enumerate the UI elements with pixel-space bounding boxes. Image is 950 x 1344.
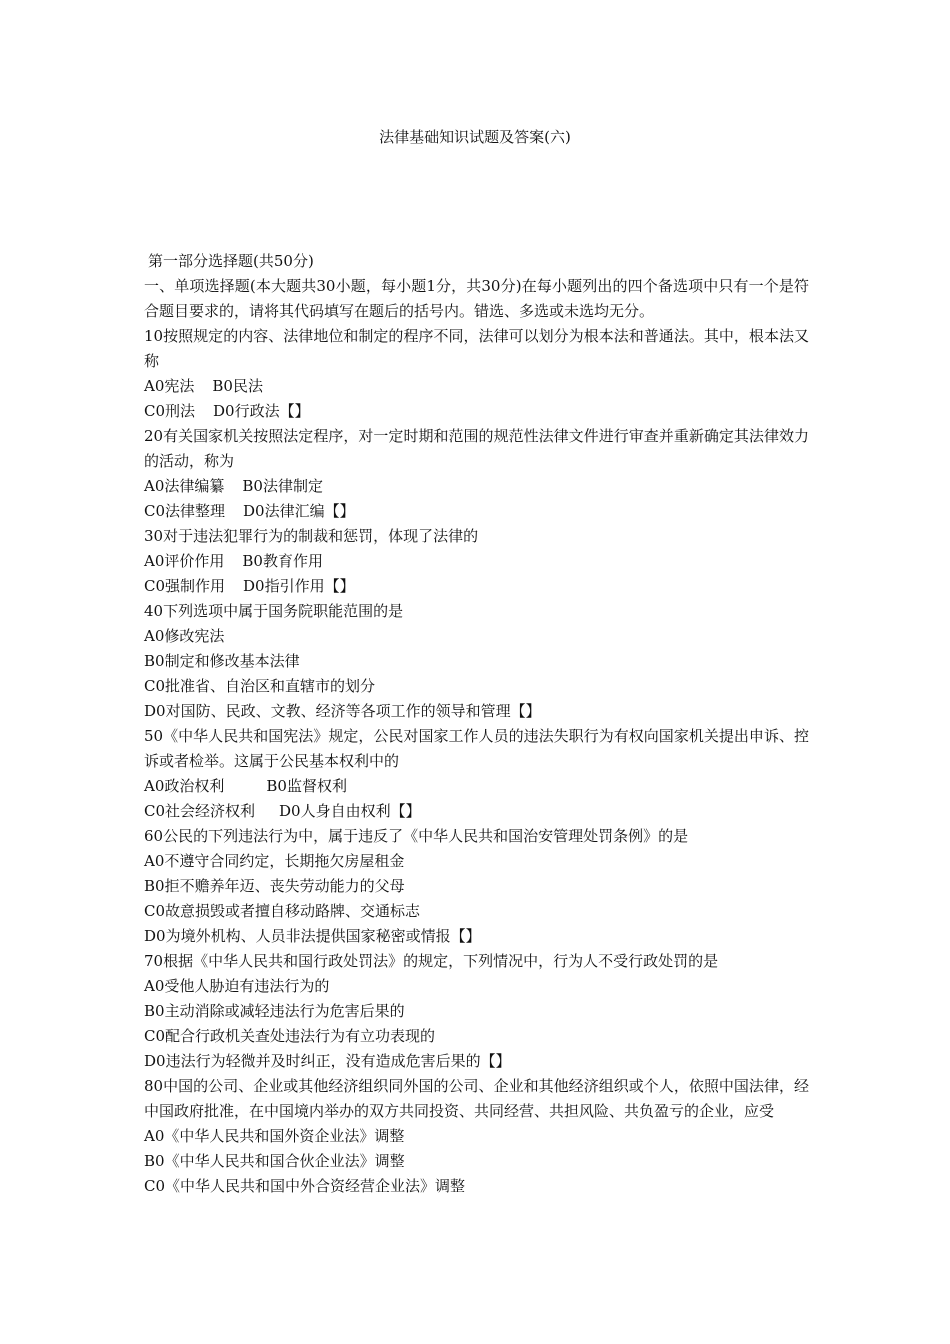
option-row: [144, 399, 809, 424]
option-text: D0人身自由权利【】: [279, 802, 421, 820]
option-text: A0修改宪法: [144, 627, 225, 645]
option-text: C0批准省、自治区和直辖市的划分: [144, 677, 376, 695]
part-instructions: 一、单项选择题(本大题共30小题，每小题1分，共30分)在每小题列出的四个备选项中只有一个是符合题目要求的，请将其代码填写在题后的括号内。错选、多选或未选均无分。: [144, 277, 809, 320]
option-text: C0法律整理: [144, 502, 226, 520]
document-title: 法律基础知识试题及答案(六): [379, 128, 571, 146]
option-text: D0对国防、民政、文教、经济等各项工作的领导和管理【】: [144, 702, 541, 720]
document-body: [144, 249, 809, 1199]
option-text: D0指引作用【】: [243, 577, 355, 595]
option-row: [144, 774, 809, 799]
option-text: A0政治权利: [144, 777, 225, 795]
question-stem: 80中国的公司、企业或其他经济组织同外国的公司、企业和其他经济组织或个人，依照中国法律，经中国政府批准，在中国境内举办的双方共同投资、共同经营、共担风险、共负盈亏的企业，应受: [144, 1077, 809, 1120]
option-text: A0评价作用: [144, 552, 225, 570]
question-stem: 30对于违法犯罪行为的制裁和惩罚，体现了法律的: [144, 527, 479, 545]
option-row: [144, 574, 809, 599]
option-text: C0社会经济权利: [144, 802, 256, 820]
option-text: D0法律汇编【】: [243, 502, 355, 520]
option-text: A0受他人胁迫有违法行为的: [144, 977, 330, 995]
question-stem: 20有关国家机关按照法定程序，对一定时期和范围的规范性法律文件进行审查并重新确定其法律效力的活动，称为: [144, 427, 809, 470]
option-row: [144, 499, 809, 524]
option-row: [144, 799, 809, 824]
question-stem: 40下列选项中属于国务院职能范围的是: [144, 602, 404, 620]
option-text: D0行政法【】: [213, 402, 310, 420]
option-text: B0主动消除或减轻违法行为危害后果的: [144, 1002, 405, 1020]
part-heading: 第一部分选择题(共50分): [148, 252, 314, 270]
question-stem: 50《中华人民共和国宪法》规定，公民对国家工作人员的违法失职行为有权向国家机关提出申诉、控诉或者检举。这属于公民基本权利中的: [144, 727, 809, 770]
option-text: D0违法行为轻微并及时纠正，没有造成危害后果的【】: [144, 1052, 511, 1070]
option-text: A0《中华人民共和国外资企业法》调整: [144, 1127, 405, 1145]
option-text: B0教育作用: [242, 552, 323, 570]
option-text: B0拒不赡养年迈、丧失劳动能力的父母: [144, 877, 405, 895]
option-row: [144, 374, 809, 399]
option-text: B0法律制定: [242, 477, 323, 495]
option-text: C0强制作用: [144, 577, 226, 595]
option-text: C0配合行政机关查处违法行为有立功表现的: [144, 1027, 436, 1045]
option-text: B0民法: [212, 377, 263, 395]
option-text: B0监督权利: [266, 777, 347, 795]
question-stem: 70根据《中华人民共和国行政处罚法》的规定，下列情况中，行为人不受行政处罚的是: [144, 952, 719, 970]
option-text: A0宪法: [144, 377, 195, 395]
option-row: [144, 549, 809, 574]
option-text: B0制定和修改基本法律: [144, 652, 300, 670]
option-text: B0《中华人民共和国合伙企业法》调整: [144, 1152, 405, 1170]
option-row: [144, 474, 809, 499]
option-text: C0故意损毁或者擅自移动路牌、交通标志: [144, 902, 421, 920]
option-text: C0《中华人民共和国中外合资经营企业法》调整: [144, 1177, 466, 1195]
option-text: A0不遵守合同约定，长期拖欠房屋租金: [144, 852, 405, 870]
question-stem: 60公民的下列违法行为中，属于违反了《中华人民共和国治安管理处罚条例》的是: [144, 827, 689, 845]
option-text: D0为境外机构、人员非法提供国家秘密或情报【】: [144, 927, 481, 945]
option-text: C0刑法: [144, 402, 196, 420]
question-stem: 10按照规定的内容、法律地位和制定的程序不同，法律可以划分为根本法和普通法。其中，根本法又称: [144, 327, 809, 370]
option-text: A0法律编纂: [144, 477, 225, 495]
